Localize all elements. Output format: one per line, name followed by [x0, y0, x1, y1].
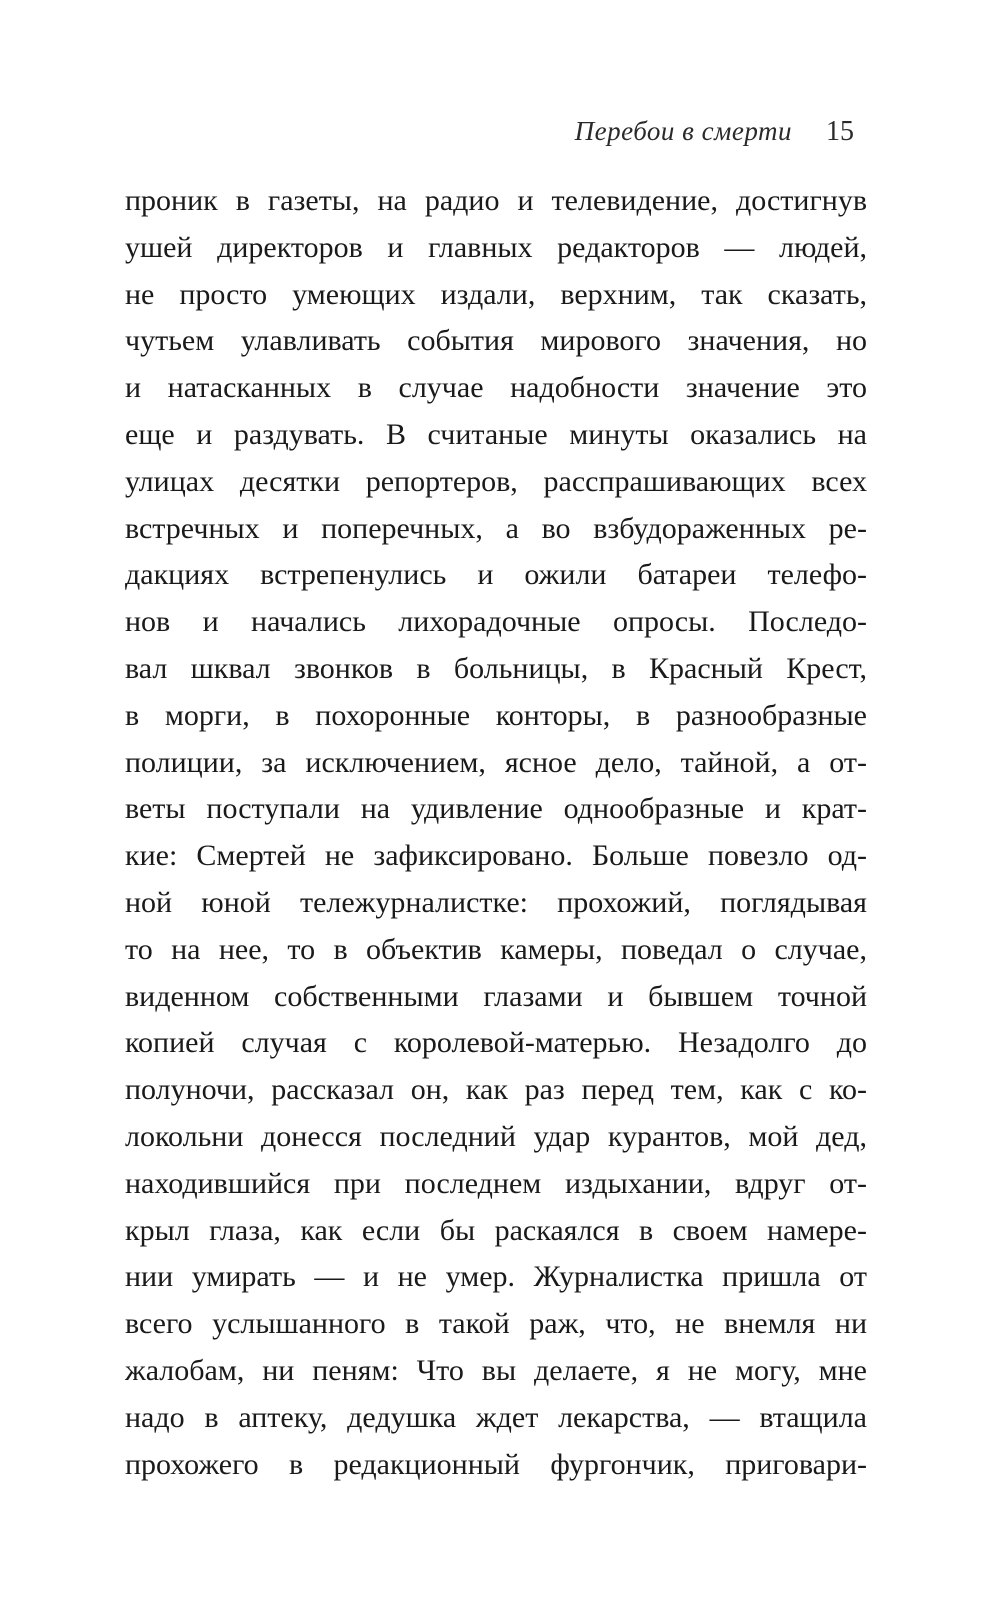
text-line: находившийся при последнем издыхании, вдруг от-	[125, 1166, 867, 1200]
text-line: нии умирать — и не умер. Журналистка пришла от	[125, 1260, 867, 1294]
text-line: улицах десятки репортеров, расспрашивающих всех	[125, 464, 867, 498]
text-line: вал шквал звонков в больницы, в Красный Крест,	[125, 651, 867, 685]
running-title: Перебои в смерти	[574, 116, 792, 146]
text-line: всего услышанного в такой раж, что, не внемля ни	[125, 1307, 867, 1341]
running-header	[575, 116, 854, 148]
text-line: ушей директоров и главных редакторов — людей,	[125, 230, 867, 264]
page-number: 15	[826, 116, 854, 147]
text-line: прохожего в редакционный фургончик, приговари-	[125, 1447, 867, 1481]
text-line: еще и раздувать. В считаные минуты оказались на	[125, 417, 867, 451]
text-line: в морги, в похоронные конторы, в разнообразные	[125, 698, 867, 732]
text-line: и натасканных в случае надобности значение это	[125, 371, 867, 405]
text-line: полиции, за исключением, ясное дело, тайной, а от-	[125, 745, 867, 779]
text-line: нов и начались лихорадочные опросы. Последо-	[125, 605, 867, 639]
text-line: локольни донесся последний удар курантов, мой дед,	[125, 1119, 867, 1153]
text-line: полуночи, рассказал он, как раз перед тем, как с ко-	[125, 1073, 867, 1107]
text-line: крыл глаза, как если бы раскаялся в своем намере-	[125, 1213, 867, 1247]
text-line: проник в газеты, на радио и телевидение, достигнув	[125, 184, 867, 217]
text-line: дакциях встрепенулись и ожили батареи телефо-	[125, 558, 867, 592]
text-line: жалобам, ни пеням: Что вы делаете, я не могу, мне	[125, 1353, 867, 1387]
text-line: не просто умеющих издали, верхним, так сказать,	[125, 277, 867, 311]
text-line: надо в аптеку, дедушка ждет лекарства, — втащила	[125, 1400, 867, 1434]
text-line: то на нее, то в объектив камеры, поведал о случае,	[125, 932, 867, 966]
text-line: встречных и поперечных, а во взбудораженных ре-	[125, 511, 867, 545]
text-line: веты поступали на удивление однообразные и крат-	[125, 792, 867, 826]
text-line: копией случая с королевой-матерью. Незадолго до	[125, 1026, 867, 1060]
text-line: чутьем улавливать события мирового значения, но	[125, 324, 867, 358]
body-text	[125, 178, 867, 1488]
text-line: виденном собственными глазами и бывшем точной	[125, 979, 867, 1013]
text-line: кие: Смертей не зафиксировано. Больше повезло од-	[125, 839, 867, 873]
text-line: ной юной тележурналистке: прохожий, поглядывая	[125, 885, 867, 919]
